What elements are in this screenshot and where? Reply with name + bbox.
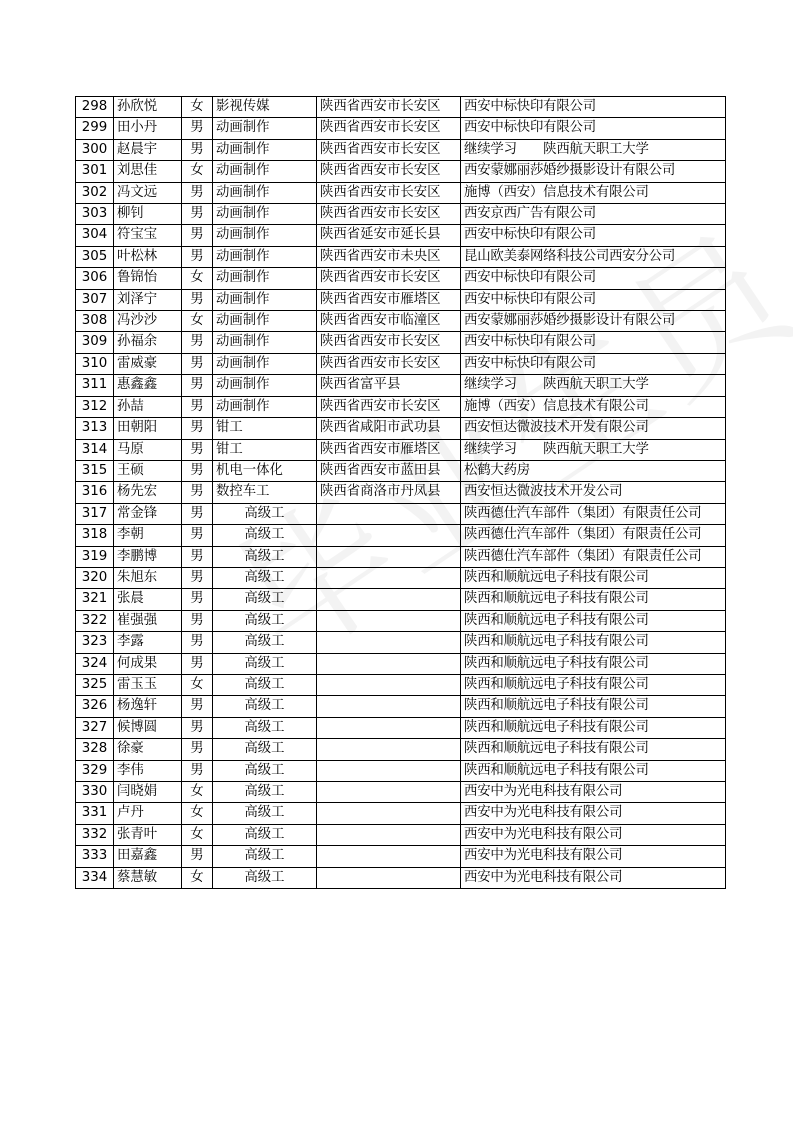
student-name-cell: 鲁锦怡: [114, 268, 182, 289]
employer-cell: 松鹤大药房: [461, 460, 726, 481]
employer-cell: 西安中为光电科技有限公司: [461, 846, 726, 867]
employer-cell: 陕西和顺航远电子科技有限公司: [461, 610, 726, 631]
gender-cell: 男: [182, 225, 213, 246]
student-name-cell: 崔强强: [114, 610, 182, 631]
employer-cell: 继续学习 陕西航天职工大学: [461, 139, 726, 160]
employer-cell: 陕西和顺航远电子科技有限公司: [461, 674, 726, 695]
employer-cell: 西安中标快印有限公司: [461, 97, 726, 118]
row-number-cell: 320: [76, 567, 114, 588]
student-name-cell: 王硕: [114, 460, 182, 481]
student-name-cell: 雷玉玉: [114, 674, 182, 695]
gender-cell: 男: [182, 353, 213, 374]
student-name-cell: 田小丹: [114, 118, 182, 139]
origin-cell: 陕西省西安市长安区: [317, 396, 461, 417]
table-row: [76, 161, 726, 182]
origin-cell: 陕西省西安市长安区: [317, 139, 461, 160]
student-name-cell: 杨先宏: [114, 482, 182, 503]
origin-cell: 陕西省商洛市丹凤县: [317, 482, 461, 503]
employer-cell: 陕西和顺航远电子科技有限公司: [461, 760, 726, 781]
origin-cell: 陕西省西安市雁塔区: [317, 439, 461, 460]
gender-cell: 女: [182, 803, 213, 824]
major-cell: 高级工: [213, 632, 317, 653]
origin-cell: 陕西省富平县: [317, 375, 461, 396]
employer-cell: 西安中标快印有限公司: [461, 118, 726, 139]
employer-cell: 陕西和顺航远电子科技有限公司: [461, 567, 726, 588]
origin-cell: 陕西省西安市长安区: [317, 268, 461, 289]
origin-cell: [317, 632, 461, 653]
row-number-cell: 326: [76, 696, 114, 717]
gender-cell: 男: [182, 696, 213, 717]
table-row: [76, 567, 726, 588]
gender-cell: 男: [182, 139, 213, 160]
row-number-cell: 307: [76, 289, 114, 310]
gender-cell: 男: [182, 567, 213, 588]
origin-cell: 陕西省西安市长安区: [317, 332, 461, 353]
origin-cell: 陕西省西安市长安区: [317, 97, 461, 118]
row-number-cell: 317: [76, 503, 114, 524]
student-name-cell: 张青叶: [114, 824, 182, 845]
gender-cell: 男: [182, 546, 213, 567]
student-name-cell: 叶松林: [114, 246, 182, 267]
table-row: [76, 846, 726, 867]
student-name-cell: 田嘉鑫: [114, 846, 182, 867]
table-row: [76, 717, 726, 738]
gender-cell: 男: [182, 503, 213, 524]
student-name-cell: 符宝宝: [114, 225, 182, 246]
row-number-cell: 302: [76, 182, 114, 203]
student-name-cell: 何成果: [114, 653, 182, 674]
row-number-cell: 301: [76, 161, 114, 182]
major-cell: 动画制作: [213, 268, 317, 289]
employer-cell: 西安中为光电科技有限公司: [461, 867, 726, 888]
row-number-cell: 311: [76, 375, 114, 396]
row-number-cell: 315: [76, 460, 114, 481]
major-cell: 高级工: [213, 846, 317, 867]
row-number-cell: 318: [76, 525, 114, 546]
student-name-cell: 闫晓娟: [114, 782, 182, 803]
origin-cell: [317, 503, 461, 524]
origin-cell: [317, 696, 461, 717]
gender-cell: 男: [182, 739, 213, 760]
row-number-cell: 299: [76, 118, 114, 139]
student-name-cell: 马原: [114, 439, 182, 460]
major-cell: 动画制作: [213, 289, 317, 310]
employer-cell: 西安蒙娜丽莎婚纱摄影设计有限公司: [461, 161, 726, 182]
student-name-cell: 惠鑫鑫: [114, 375, 182, 396]
origin-cell: 陕西省西安市长安区: [317, 182, 461, 203]
major-cell: 动画制作: [213, 375, 317, 396]
major-cell: 动画制作: [213, 118, 317, 139]
student-name-cell: 刘泽宁: [114, 289, 182, 310]
origin-cell: [317, 782, 461, 803]
major-cell: 高级工: [213, 525, 317, 546]
origin-cell: [317, 589, 461, 610]
gender-cell: 男: [182, 525, 213, 546]
table-row: [76, 696, 726, 717]
row-number-cell: 305: [76, 246, 114, 267]
gender-cell: 男: [182, 396, 213, 417]
origin-cell: 陕西省西安市临潼区: [317, 311, 461, 332]
major-cell: 高级工: [213, 674, 317, 695]
gender-cell: 女: [182, 161, 213, 182]
major-cell: 高级工: [213, 610, 317, 631]
major-cell: 动画制作: [213, 353, 317, 374]
student-name-cell: 赵晨宇: [114, 139, 182, 160]
student-name-cell: 李朝: [114, 525, 182, 546]
origin-cell: 陕西省咸阳市武功县: [317, 418, 461, 439]
origin-cell: [317, 525, 461, 546]
major-cell: 高级工: [213, 546, 317, 567]
employer-cell: 西安中为光电科技有限公司: [461, 803, 726, 824]
employer-cell: 陕西德仕汽车部件（集团）有限责任公司: [461, 503, 726, 524]
row-number-cell: 303: [76, 204, 114, 225]
table-row: [76, 97, 726, 118]
employer-cell: 施博（西安）信息技术有限公司: [461, 182, 726, 203]
student-name-cell: 冯沙沙: [114, 311, 182, 332]
gender-cell: 男: [182, 204, 213, 225]
student-name-cell: 田朝阳: [114, 418, 182, 439]
gender-cell: 男: [182, 439, 213, 460]
origin-cell: 陕西省西安市长安区: [317, 118, 461, 139]
table-row: [76, 503, 726, 524]
student-name-cell: 雷威豪: [114, 353, 182, 374]
employer-cell: 继续学习 陕西航天职工大学: [461, 375, 726, 396]
gender-cell: 男: [182, 717, 213, 738]
origin-cell: 陕西省西安市长安区: [317, 353, 461, 374]
gender-cell: 男: [182, 846, 213, 867]
employer-cell: 陕西德仕汽车部件（集团）有限责任公司: [461, 525, 726, 546]
gender-cell: 男: [182, 332, 213, 353]
major-cell: 机电一体化: [213, 460, 317, 481]
row-number-cell: 298: [76, 97, 114, 118]
row-number-cell: 333: [76, 846, 114, 867]
row-number-cell: 330: [76, 782, 114, 803]
table-row: [76, 739, 726, 760]
table-row: [76, 760, 726, 781]
employer-cell: 西安恒达微波技术开发有限公司: [461, 418, 726, 439]
table-row: [76, 396, 726, 417]
student-name-cell: 朱旭东: [114, 567, 182, 588]
gender-cell: 男: [182, 610, 213, 631]
major-cell: 数控车工: [213, 482, 317, 503]
student-name-cell: 候博圆: [114, 717, 182, 738]
table-row: [76, 418, 726, 439]
table-row: [76, 610, 726, 631]
major-cell: 钳工: [213, 439, 317, 460]
gender-cell: 男: [182, 460, 213, 481]
row-number-cell: 312: [76, 396, 114, 417]
table-row: [76, 867, 726, 888]
major-cell: 高级工: [213, 696, 317, 717]
major-cell: 高级工: [213, 589, 317, 610]
student-name-cell: 孙福余: [114, 332, 182, 353]
row-number-cell: 332: [76, 824, 114, 845]
roster-table-body: [76, 97, 726, 889]
origin-cell: [317, 546, 461, 567]
gender-cell: 女: [182, 97, 213, 118]
row-number-cell: 334: [76, 867, 114, 888]
row-number-cell: 300: [76, 139, 114, 160]
table-row: [76, 782, 726, 803]
gender-cell: 女: [182, 311, 213, 332]
table-row: [76, 204, 726, 225]
major-cell: 高级工: [213, 803, 317, 824]
employer-cell: 西安中标快印有限公司: [461, 332, 726, 353]
gender-cell: 女: [182, 268, 213, 289]
employer-cell: 西安中标快印有限公司: [461, 353, 726, 374]
table-row: [76, 375, 726, 396]
major-cell: 高级工: [213, 824, 317, 845]
origin-cell: [317, 867, 461, 888]
origin-cell: [317, 824, 461, 845]
employer-cell: 西安中标快印有限公司: [461, 289, 726, 310]
origin-cell: 陕西省西安市雁塔区: [317, 289, 461, 310]
student-name-cell: 徐豪: [114, 739, 182, 760]
row-number-cell: 309: [76, 332, 114, 353]
major-cell: 高级工: [213, 503, 317, 524]
major-cell: 高级工: [213, 782, 317, 803]
gender-cell: 男: [182, 760, 213, 781]
student-name-cell: 孙欣悦: [114, 97, 182, 118]
gender-cell: 男: [182, 632, 213, 653]
row-number-cell: 316: [76, 482, 114, 503]
gender-cell: 男: [182, 482, 213, 503]
table-row: [76, 482, 726, 503]
row-number-cell: 325: [76, 674, 114, 695]
student-name-cell: 刘思佳: [114, 161, 182, 182]
student-name-cell: 孙喆: [114, 396, 182, 417]
table-row: [76, 246, 726, 267]
gender-cell: 女: [182, 867, 213, 888]
table-row: [76, 225, 726, 246]
origin-cell: [317, 674, 461, 695]
employer-cell: 陕西和顺航远电子科技有限公司: [461, 739, 726, 760]
row-number-cell: 306: [76, 268, 114, 289]
table-row: [76, 546, 726, 567]
major-cell: 动画制作: [213, 161, 317, 182]
origin-cell: [317, 717, 461, 738]
employer-cell: 陕西和顺航远电子科技有限公司: [461, 717, 726, 738]
row-number-cell: 324: [76, 653, 114, 674]
table-row: [76, 674, 726, 695]
student-name-cell: 柳钊: [114, 204, 182, 225]
row-number-cell: 323: [76, 632, 114, 653]
employer-cell: 陕西和顺航远电子科技有限公司: [461, 696, 726, 717]
table-row: [76, 589, 726, 610]
row-number-cell: 304: [76, 225, 114, 246]
origin-cell: [317, 846, 461, 867]
graduate-roster-table: [75, 96, 726, 889]
origin-cell: 陕西省延安市延长县: [317, 225, 461, 246]
employer-cell: 西安中为光电科技有限公司: [461, 824, 726, 845]
table-row: [76, 268, 726, 289]
employer-cell: 陕西和顺航远电子科技有限公司: [461, 632, 726, 653]
origin-cell: 陕西省西安市长安区: [317, 161, 461, 182]
employer-cell: 西安恒达微波技术开发公司: [461, 482, 726, 503]
row-number-cell: 331: [76, 803, 114, 824]
employer-cell: 施博（西安）信息技术有限公司: [461, 396, 726, 417]
employer-cell: 继续学习 陕西航天职工大学: [461, 439, 726, 460]
gender-cell: 男: [182, 246, 213, 267]
major-cell: 动画制作: [213, 396, 317, 417]
table-row: [76, 118, 726, 139]
row-number-cell: 313: [76, 418, 114, 439]
major-cell: 影视传媒: [213, 97, 317, 118]
student-name-cell: 杨逸轩: [114, 696, 182, 717]
student-name-cell: 李伟: [114, 760, 182, 781]
student-name-cell: 蔡慧敏: [114, 867, 182, 888]
gender-cell: 男: [182, 182, 213, 203]
student-name-cell: 李鹏博: [114, 546, 182, 567]
student-name-cell: 卢丹: [114, 803, 182, 824]
gender-cell: 男: [182, 375, 213, 396]
origin-cell: 陕西省西安市蓝田县: [317, 460, 461, 481]
employer-cell: 陕西德仕汽车部件（集团）有限责任公司: [461, 546, 726, 567]
employer-cell: 西安中标快印有限公司: [461, 225, 726, 246]
major-cell: 动画制作: [213, 332, 317, 353]
row-number-cell: 321: [76, 589, 114, 610]
row-number-cell: 310: [76, 353, 114, 374]
table-row: [76, 824, 726, 845]
major-cell: 动画制作: [213, 225, 317, 246]
table-row: [76, 139, 726, 160]
major-cell: 高级工: [213, 760, 317, 781]
origin-cell: 陕西省西安市长安区: [317, 204, 461, 225]
employer-cell: 昆山欧美泰网络科技公司西安分公司: [461, 246, 726, 267]
row-number-cell: 327: [76, 717, 114, 738]
major-cell: 高级工: [213, 717, 317, 738]
table-row: [76, 289, 726, 310]
gender-cell: 女: [182, 824, 213, 845]
table-row: [76, 525, 726, 546]
table-row: [76, 632, 726, 653]
employer-cell: 西安中为光电科技有限公司: [461, 782, 726, 803]
employer-cell: 陕西和顺航远电子科技有限公司: [461, 653, 726, 674]
student-name-cell: 常金锋: [114, 503, 182, 524]
gender-cell: 女: [182, 674, 213, 695]
table-row: [76, 182, 726, 203]
major-cell: 动画制作: [213, 204, 317, 225]
major-cell: 高级工: [213, 867, 317, 888]
major-cell: 动画制作: [213, 139, 317, 160]
origin-cell: [317, 610, 461, 631]
row-number-cell: 329: [76, 760, 114, 781]
table-row: [76, 353, 726, 374]
employer-cell: 西安京西广告有限公司: [461, 204, 726, 225]
gender-cell: 男: [182, 653, 213, 674]
student-name-cell: 冯文远: [114, 182, 182, 203]
gender-cell: 男: [182, 118, 213, 139]
origin-cell: 陕西省西安市未央区: [317, 246, 461, 267]
student-name-cell: 张晨: [114, 589, 182, 610]
origin-cell: [317, 653, 461, 674]
employer-cell: 西安中标快印有限公司: [461, 268, 726, 289]
table-row: [76, 439, 726, 460]
employer-cell: 陕西和顺航远电子科技有限公司: [461, 589, 726, 610]
student-name-cell: 李露: [114, 632, 182, 653]
gender-cell: 男: [182, 289, 213, 310]
employer-cell: 西安蒙娜丽莎婚纱摄影设计有限公司: [461, 311, 726, 332]
row-number-cell: 322: [76, 610, 114, 631]
row-number-cell: 308: [76, 311, 114, 332]
origin-cell: [317, 760, 461, 781]
major-cell: 动画制作: [213, 311, 317, 332]
row-number-cell: 328: [76, 739, 114, 760]
major-cell: 动画制作: [213, 246, 317, 267]
row-number-cell: 319: [76, 546, 114, 567]
gender-cell: 男: [182, 589, 213, 610]
table-row: [76, 311, 726, 332]
table-row: [76, 460, 726, 481]
origin-cell: [317, 803, 461, 824]
gender-cell: 男: [182, 418, 213, 439]
table-row: [76, 653, 726, 674]
table-row: [76, 803, 726, 824]
table-row: [76, 332, 726, 353]
major-cell: 钳工: [213, 418, 317, 439]
gender-cell: 女: [182, 782, 213, 803]
major-cell: 高级工: [213, 739, 317, 760]
row-number-cell: 314: [76, 439, 114, 460]
major-cell: 高级工: [213, 653, 317, 674]
major-cell: 高级工: [213, 567, 317, 588]
major-cell: 动画制作: [213, 182, 317, 203]
origin-cell: [317, 567, 461, 588]
origin-cell: [317, 739, 461, 760]
